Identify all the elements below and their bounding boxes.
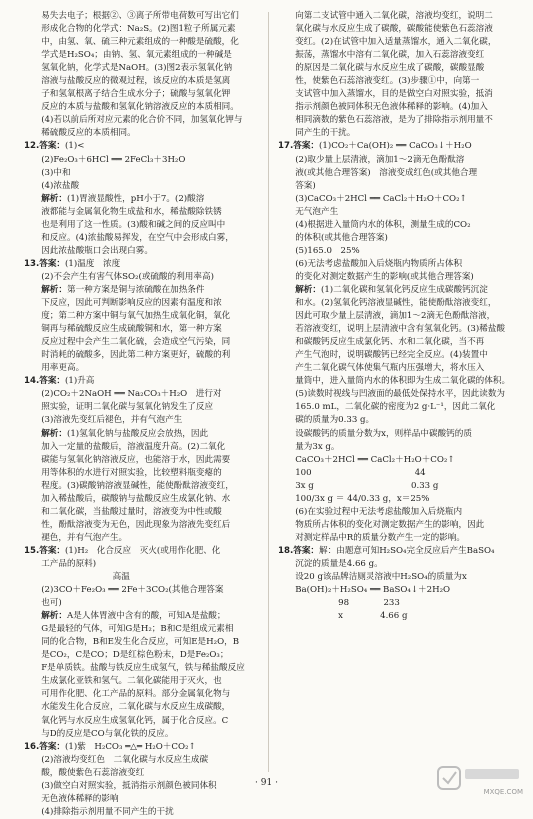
text-line — [278, 336, 514, 349]
line-text: 反应过程中会产生二氧化硫，会造成空气污染，同 — [41, 337, 231, 348]
line-text: F是单质铁。盐酸与铁反应生成氢气，铁与稀盐酸反应 — [41, 663, 245, 674]
line-text: (1)< — [65, 141, 85, 152]
line-text: (2)不会产生有害气体SO₂(或硫酸的利用率高) — [41, 271, 214, 282]
line-text: 因此可取少量上层清液，滴加1～2滴无色酚酞溶液， — [295, 311, 496, 322]
text-line — [24, 375, 260, 388]
line-text: 对测定样品中R的质量分数产生一定的影响。 — [295, 532, 465, 543]
text-line — [24, 284, 260, 297]
text-line — [278, 297, 514, 310]
text-line — [24, 467, 260, 480]
line-text: 和二氧化碳，当盐酸过量时，溶液变为中性或酸 — [41, 506, 222, 517]
line-text: 解：由题意可知H₂SO₄完全反应后产生BaSO₄ — [319, 545, 495, 556]
text-line — [278, 62, 514, 75]
line-text: 形成化合物的化学式：Na₂S。(2)图1粒子所属元素 — [41, 24, 236, 35]
text-line — [278, 232, 514, 245]
text-line — [24, 180, 260, 193]
line-text: 度；第二种方案中铜与氧气加热生成氧化铜，氧化 — [41, 311, 231, 322]
text-line — [24, 62, 260, 75]
line-text: 碳的质量为0.33 g。 — [295, 415, 375, 426]
text-line — [278, 584, 514, 597]
line-text: 的变化对测定数据产生的影响(或其他合理答案) — [295, 271, 474, 282]
line-text: 加入稀盐酸后，碳酸钠与盐酸反应生成氯化钠、水 — [41, 493, 231, 504]
text-line — [278, 271, 514, 284]
answer-label: 答案： — [39, 741, 66, 752]
line-text: x 4.66 g — [295, 611, 408, 622]
text-line — [278, 454, 514, 467]
line-text: 产生二氧化碳气体使集气瓶内压强增大，将水压入 — [295, 363, 485, 374]
line-text: 子和氢氧根离子结合生成水分子；硫酸与氢氧化钾 — [41, 89, 231, 100]
line-text: 酸，酸使紫色石蕊溶液变红 — [41, 767, 145, 778]
text-line — [24, 388, 260, 401]
text-line — [24, 10, 260, 23]
line-text: 也是利用了这一性质。(3)酸和碱之间的反应叫中 — [41, 219, 226, 230]
line-text: 98 233 — [295, 598, 400, 609]
line-text: 中，由氢、氧、硫三种元素组成的一种酸是硫酸，化 — [41, 37, 239, 48]
line-text: 是CO₂，C是CO；D是红棕色粉末，D是Fe₂O₃； — [41, 650, 229, 661]
line-text: (2)溶液均变红色 二氧化碳与水反应生成碳 — [41, 754, 209, 765]
line-text: 设碳酸钙的质量分数为x，则样品中碳酸钙的质 — [295, 428, 472, 439]
text-line — [278, 323, 514, 336]
line-text: 答案) — [295, 180, 316, 191]
line-text: 的原因是二氧化碳与水反应生成了碳酸，碳酸显酸 — [295, 63, 485, 74]
text-line — [24, 754, 260, 767]
line-text: 3x g 0.33 g — [295, 480, 439, 491]
answer-label: 答案： — [39, 141, 66, 152]
line-text: 也可) — [41, 598, 62, 609]
answer-label: 解析： — [41, 284, 67, 295]
line-text: 和碳酸钙反应生成氯化钙、水和二氧化碳，当不再 — [295, 337, 485, 348]
text-line — [278, 10, 514, 23]
line-text: Ba(OH)₂＋H₂SO₄ ══ BaSO₄↓＋2H₂O — [295, 585, 451, 596]
text-line — [278, 284, 514, 297]
line-text: (1)温度 浓度 — [65, 258, 121, 269]
text-line — [278, 219, 514, 232]
text-line — [278, 532, 514, 545]
text-line — [24, 323, 260, 336]
text-line — [24, 154, 260, 167]
text-line — [24, 219, 260, 232]
text-line — [24, 101, 260, 114]
text-line — [24, 519, 260, 532]
text-line — [24, 36, 260, 49]
text-line — [278, 467, 514, 480]
line-text: 易失去电子；根据②、③离子所带电荷数可写出它们 — [41, 11, 239, 21]
line-text: 氧化钙与水反应生成氢氧化钙，属于化合反应。C — [41, 715, 229, 726]
watermark-text: MXQE.COM — [483, 788, 523, 796]
line-text: (1)氢氧化钠与盐酸反应会放热，因此 — [66, 428, 209, 439]
line-text: 165.0 mL，二氧化碳的密度为2 g·L⁻¹，因此二氧化 — [295, 402, 496, 413]
line-text: (1)H₂ 化合反应 灭火(或用作化肥、化 — [65, 545, 221, 556]
line-text: 与D的反应是CO与氧化铁的反应。 — [41, 728, 174, 739]
line-text: 可用作化肥、化工产品的原料。部分金属氧化物与 — [41, 689, 231, 700]
line-text: 生成氯化亚铁和氢气。二氧化碳能用于灭火，也 — [41, 676, 222, 687]
line-text: 碳能与氢氧化钠溶液反应，也能溶于水，因此需要 — [41, 454, 231, 465]
text-line — [24, 362, 260, 375]
line-text: 量筒中，进入量筒内水的体积即为生成二氧化碳的体积。 — [295, 376, 511, 387]
text-line — [24, 649, 260, 662]
line-text: 水能发生化合反应，二氧化碳与水反应生成碳酸， — [41, 702, 231, 713]
line-text: 无气泡产生 — [295, 206, 339, 217]
answer-label: 答案： — [293, 545, 320, 556]
text-line — [278, 545, 514, 558]
question-number: 14. — [24, 376, 40, 387]
text-line — [278, 480, 514, 493]
text-line — [24, 297, 260, 310]
line-text: 振荡，蒸馏水中溶有二氧化碳，加入石蕊溶液变红 — [295, 50, 485, 61]
text-line — [278, 101, 514, 114]
answer-label: 答案： — [39, 545, 66, 556]
line-text: 指示剂颜色被同体积无色液体稀释的影响。(4)加入 — [295, 102, 488, 113]
line-text: 用率更高。 — [41, 363, 85, 374]
line-text: 向第二支试管中通入二氧化碳，溶液均变红，说明二 — [295, 11, 493, 21]
line-text: 100 44 — [295, 467, 426, 478]
column-divider — [268, 12, 269, 772]
line-text: 液(或其他合理答案) 溶液变成红色(或其他合理 — [295, 167, 478, 178]
text-line — [24, 336, 260, 349]
line-text: 液都能与金属氧化物生成盐和水，稀盐酸除铁锈 — [41, 206, 222, 217]
answer-label: 解析： — [41, 428, 67, 439]
line-text: 高温 — [41, 572, 130, 583]
text-line — [24, 428, 260, 441]
text-line — [24, 167, 260, 180]
line-text: CaCO₃＋2HCl ══ CaCl₂＋H₂O＋CO₂↑ — [295, 454, 455, 465]
line-text: 若溶液变红，说明上层清液中含有氢氧化钙。(3)稀盐酸 — [295, 324, 506, 335]
text-line — [24, 480, 260, 493]
right-column — [278, 10, 514, 623]
line-text: 下反应，因此可判断影响反应的因素有温度和浓 — [41, 298, 222, 309]
text-line — [278, 49, 514, 62]
text-line — [278, 597, 514, 610]
line-text: 加入一定量的盐酸后，溶液温度升高。(2)二氧化 — [41, 441, 226, 452]
line-text: 100/3x g ＝ 44/0.33 g，x＝25% — [295, 493, 430, 504]
text-line — [24, 310, 260, 323]
line-text: (3)溶液先变红后褪色，并有气泡产生 — [41, 415, 183, 426]
line-text: (5)165.0 25% — [295, 245, 360, 256]
text-line — [24, 127, 260, 140]
question-number: 12. — [24, 141, 40, 152]
text-line — [278, 167, 514, 180]
line-text: 反应的本质与盐酸和氢氧化钠溶液反应的本质相同。 — [41, 102, 239, 113]
line-text: 变红。(2)在试管中加入适量蒸馏水，通入二氧化碳， — [295, 37, 497, 48]
line-text: 第一种方案是铜与浓硫酸在加热条件 — [66, 284, 205, 295]
text-line — [278, 206, 514, 219]
page-number: · 91 · — [255, 778, 278, 788]
text-line — [24, 741, 260, 754]
text-line — [278, 401, 514, 414]
line-text: 程度。(3)碳酸钠溶液显碱性，能使酚酞溶液变红， — [41, 480, 234, 491]
text-line — [278, 362, 514, 375]
line-text: 的体积(或其他合理答案) — [295, 232, 388, 243]
text-line — [24, 75, 260, 88]
text-line — [278, 193, 514, 206]
text-line — [278, 493, 514, 506]
line-text: (4)根据进入量筒内水的体积，测量生成的CO₂ — [295, 219, 471, 230]
line-text: 相同滴数的紫色石蕊溶液，是为了排除指示剂用量不 — [295, 115, 493, 126]
answer-label: 解析： — [41, 193, 67, 204]
question-number: 16. — [24, 741, 40, 752]
line-text: (2)CO₂＋2NaOH ══ Na₂CO₃＋H₂O 进行对 — [41, 389, 222, 400]
answer-label: 答案： — [39, 376, 66, 387]
line-text: (2)Fe₂O₃＋6HCl ══ 2FeCl₃＋3H₂O — [41, 154, 186, 165]
line-text: 因此浓盐酸瓶口会出现白雾。 — [41, 245, 153, 256]
text-line — [24, 258, 260, 271]
text-line — [278, 558, 514, 571]
text-line — [278, 114, 514, 127]
text-line — [24, 806, 260, 819]
text-line — [278, 180, 514, 193]
text-line — [24, 245, 260, 258]
text-line — [24, 88, 260, 101]
text-line — [24, 401, 260, 414]
line-text: 用等体积的水进行对照实验，比较塑料瓶变瘪的 — [41, 467, 222, 478]
line-text: 溶液与盐酸反应的微观过程，该反应的本质是氢离 — [41, 76, 231, 87]
line-text: (3)中和 — [41, 167, 71, 178]
line-text: 沉淀的质量是4.66 g。 — [295, 558, 383, 569]
line-text: 褪色，并有气泡产生。 — [41, 532, 128, 543]
line-text: 照实验，证明二氧化碳与氢氧化钠发生了反应 — [41, 402, 214, 413]
line-text: (2)3CO＋Fe₂O₃ ══ 2Fe＋3CO₂(其他合理答案 — [41, 585, 224, 596]
line-text: 量为3x g。 — [295, 441, 340, 452]
line-text: (5)读数时视线与凹液面的最低处保持水平，因此读数为 — [295, 389, 506, 400]
text-line — [278, 310, 514, 323]
line-text: 学式是H₂SO₄；由钠、氢、氧元素组成的一种碱是 — [41, 50, 232, 61]
text-line — [24, 49, 260, 62]
line-text: 工产品的原料) — [41, 558, 97, 569]
question-number: 17. — [278, 141, 294, 152]
text-line — [24, 454, 260, 467]
line-text: 性，使紫色石蕊溶液变红。(3)步骤①中，向第一 — [295, 76, 480, 87]
line-text: 时消耗的硫酸多，因此第二种方案更好，硫酸的利 — [41, 350, 231, 361]
line-text: (1)胃液显酸性，pH小于7。(2)酸溶 — [66, 193, 205, 204]
text-line — [278, 441, 514, 454]
text-line — [24, 610, 260, 623]
line-text: (6)在实验过程中无法考虑盐酸加入后烧瓶内 — [295, 506, 463, 517]
text-line — [24, 662, 260, 675]
text-line — [24, 271, 260, 284]
text-line — [278, 154, 514, 167]
text-line — [24, 597, 260, 610]
left-column — [24, 10, 260, 819]
text-line — [24, 728, 260, 741]
text-line — [24, 558, 260, 571]
text-line — [24, 441, 260, 454]
text-line — [24, 206, 260, 219]
text-line — [278, 506, 514, 519]
line-text: 同的化合物，B和E发生化合反应，可知E是H₂O，B — [41, 637, 240, 648]
text-line — [24, 584, 260, 597]
text-line — [24, 532, 260, 545]
text-line — [278, 375, 514, 388]
text-line — [24, 675, 260, 688]
text-line — [278, 428, 514, 441]
question-number: 18. — [278, 545, 294, 556]
text-line — [24, 506, 260, 519]
text-line — [24, 23, 260, 36]
question-number: 13. — [24, 258, 40, 269]
line-text: (2)取少量上层清液，滴加1～2滴无色酚酞溶 — [295, 154, 465, 165]
line-text: (4)若以前后所对应元素的化合价不同，加氢氧化钾与 — [41, 115, 243, 126]
line-text: (1)紫 H₂CO₃ ═△═ H₂O＋CO₂↑ — [65, 741, 196, 752]
text-line — [278, 245, 514, 258]
text-line — [278, 127, 514, 140]
text-line — [278, 88, 514, 101]
line-text: 氢氧化钠，化学式是NaOH。(3)图2表示氢氧化钠 — [41, 63, 233, 74]
line-text: 产生气泡时，说明碳酸钙已经完全反应。(4)装置中 — [295, 350, 488, 361]
text-line — [278, 571, 514, 584]
text-line — [24, 193, 260, 206]
text-line — [24, 571, 260, 584]
text-line — [278, 414, 514, 427]
text-line — [24, 636, 260, 649]
text-line — [24, 349, 260, 362]
line-text: 和水。(2)氢氧化钙溶液显碱性，能使酚酞溶液变红， — [295, 298, 497, 309]
line-text: 稀硫酸反应的本质相同。 — [41, 128, 136, 139]
text-line — [278, 388, 514, 401]
line-text: 氧化碳与水反应生成了碳酸，碳酸能使紫色石蕊溶液 — [295, 24, 493, 35]
line-text: 同产生的干扰。 — [295, 128, 356, 139]
line-text: (1)CO₂＋Ca(OH)₂ ══ CaCO₃↓＋H₂O — [319, 141, 472, 152]
line-text: (3)CaCO₃＋2HCl ══ CaCl₂＋H₂O＋CO₂↑ — [295, 193, 467, 204]
answer-label: 答案： — [39, 258, 66, 269]
line-text: (1)二氧化碳和氢氧化钙反应生成碳酸钙沉淀 — [320, 284, 488, 295]
answer-label: 解析： — [41, 611, 67, 622]
line-text: 支试管中加入蒸馏水，目的是做空白对照实验，抵消 — [295, 89, 493, 100]
text-line — [24, 688, 260, 701]
line-text: 铜再与稀硫酸反应生成硫酸铜和水，第一种方案 — [41, 324, 222, 335]
line-text: 设20 g该品牌洁厕灵溶液中H₂SO₄的质量为x — [295, 572, 467, 583]
text-line — [278, 36, 514, 49]
line-text: (1)升高 — [65, 376, 95, 387]
text-line — [24, 623, 260, 636]
text-line — [24, 715, 260, 728]
text-line — [24, 414, 260, 427]
line-text: (4)浓盐酸 — [41, 180, 80, 191]
text-line — [24, 493, 260, 506]
text-line — [278, 140, 514, 153]
text-line — [24, 140, 260, 153]
answer-label: 答案： — [293, 141, 320, 152]
answer-label: 解析： — [295, 284, 321, 295]
text-line — [24, 232, 260, 245]
text-line — [278, 258, 514, 271]
line-text: 和反应。(4)浓盐酸易挥发，在空气中会形成白雾， — [41, 232, 234, 243]
line-text: 无色液体稀释的影响 — [41, 793, 119, 804]
line-text: 物质所占体积的变化对测定数据产生的影响，因此 — [295, 519, 485, 530]
line-text: 性，酚酞溶液变为无色，因此现象为溶液先变红后 — [41, 519, 231, 530]
text-line — [278, 75, 514, 88]
line-text: (3)做空白对照实验，抵消指示剂颜色被同体积 — [41, 780, 217, 791]
question-number: 15. — [24, 545, 40, 556]
text-line — [24, 114, 260, 127]
text-line — [278, 349, 514, 362]
line-text: G是最轻的气体，可知G是H₂；B和C是组成元素相 — [41, 624, 234, 635]
line-text: (6)无法考虑盐酸加入后烧瓶内物质所占体积 — [295, 258, 463, 269]
text-line — [24, 793, 260, 806]
line-text: A是人体胃液中含有的酸，可知A是盐酸； — [66, 611, 226, 622]
line-text: (4)排除指示剂用量不同产生的干扰 — [41, 806, 174, 817]
text-line — [24, 701, 260, 714]
text-line — [278, 519, 514, 532]
text-line — [278, 610, 514, 623]
text-line — [278, 23, 514, 36]
text-line — [24, 545, 260, 558]
